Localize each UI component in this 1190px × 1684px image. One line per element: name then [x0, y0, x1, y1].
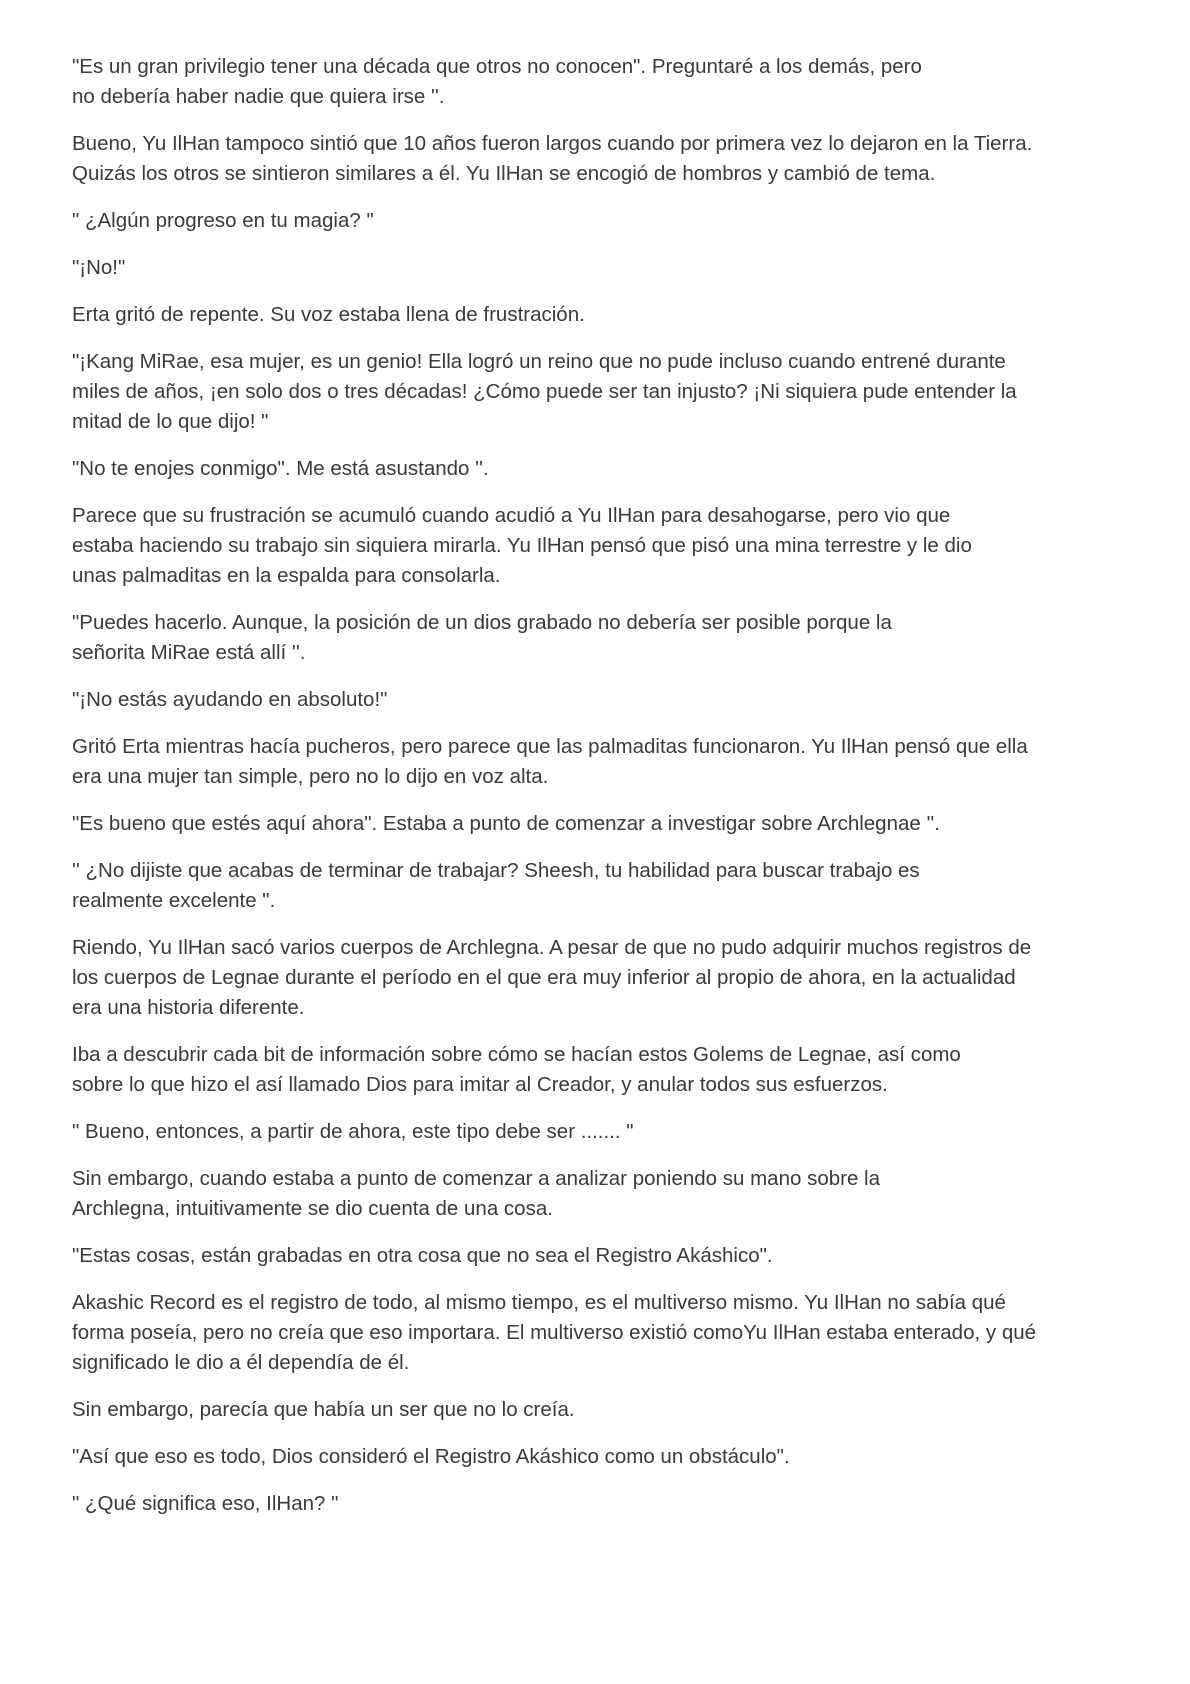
- paragraph: "¡Kang MiRae, esa mujer, es un genio! Ella logró un reino que no pude incluso cuando entrené durante miles de años, ¡en solo dos o tres décadas! ¿Cómo puede ser tan injusto? ¡Ni siquiera pude entender la mitad de lo que dijo! ": [72, 350, 1017, 433]
- paragraph: "Así que eso es todo, Dios consideró el Registro Akáshico como un obstáculo".: [72, 1445, 790, 1468]
- paragraph: '' ¿No dijiste que acabas de terminar de trabajar? Sheesh, tu habilidad para buscar trabajo es realmente excelente ".: [72, 859, 920, 912]
- paragraph: Gritó Erta mientras hacía pucheros, pero parece que las palmaditas funcionaron. Yu IlHan pensó que ella era una mujer tan simple, pero no lo dijo en voz alta.: [72, 735, 1028, 788]
- paragraph: Bueno, Yu IlHan tampoco sintió que 10 años fueron largos cuando por primera vez lo dejaron en la Tierra. Quizás los otros se sintieron similares a él. Yu IlHan se encogió de hombros y cambió de tema.: [72, 132, 1033, 185]
- paragraph: "No te enojes conmigo". Me está asustando ''.: [72, 457, 489, 480]
- paragraph: "Estas cosas, están grabadas en otra cosa que no sea el Registro Akáshico".: [72, 1244, 773, 1267]
- document-page: [72, 52, 1132, 1536]
- paragraph: " Bueno, entonces, a partir de ahora, este tipo debe ser ....... ": [72, 1120, 634, 1143]
- paragraph: "Es un gran privilegio tener una década que otros no conocen". Preguntaré a los demás, pero no debería haber nadie que quiera irse ''.: [72, 55, 922, 108]
- paragraph: "Puedes hacerlo. Aunque, la posición de un dios grabado no debería ser posible porque la señorita MiRae está allí ''.: [72, 611, 892, 664]
- paragraph: Sin embargo, parecía que había un ser que no lo creía.: [72, 1398, 575, 1421]
- paragraph: Erta gritó de repente. Su voz estaba llena de frustración.: [72, 303, 585, 326]
- paragraph: "¡No estás ayudando en absoluto!": [72, 688, 388, 711]
- paragraph: Iba a descubrir cada bit de información sobre cómo se hacían estos Golems de Legnae, así como sobre lo que hizo el así llamado Dios para imitar al Creador, y anular todos sus esfuerzos.: [72, 1043, 961, 1096]
- paragraph: " ¿Qué significa eso, IlHan? ": [72, 1492, 339, 1515]
- paragraph: Sin embargo, cuando estaba a punto de comenzar a analizar poniendo su mano sobre la Archlegna, intuitivamente se dio cuenta de una cosa.: [72, 1167, 881, 1220]
- paragraph: "Es bueno que estés aquí ahora". Estaba a punto de comenzar a investigar sobre Archlegnae ''.: [72, 812, 940, 835]
- paragraph: Akashic Record es el registro de todo, al mismo tiempo, es el multiverso mismo. Yu IlHan no sabía qué forma poseía, pero no creía que eso importara. El multiverso existió comoYu IlHan estaba enterado, y qué significado le dio a él dependía de él.: [72, 1291, 1037, 1374]
- paragraph: Riendo, Yu IlHan sacó varios cuerpos de Archlegna. A pesar de que no pudo adquirir muchos registros de los cuerpos de Legnae durante el período en el que era muy inferior al propio de ahora, en la actualidad era una historia diferente.: [72, 936, 1032, 1019]
- paragraph: " ¿Algún progreso en tu magia? ": [72, 209, 374, 232]
- paragraph: Parece que su frustración se acumuló cuando acudió a Yu IlHan para desahogarse, pero vio que estaba haciendo su trabajo sin siquiera mirarla. Yu IlHan pensó que pisó una mina terrestre y le dio unas palmaditas en la espalda para consolarla.: [72, 504, 972, 587]
- paragraph: "¡No!": [72, 256, 126, 279]
